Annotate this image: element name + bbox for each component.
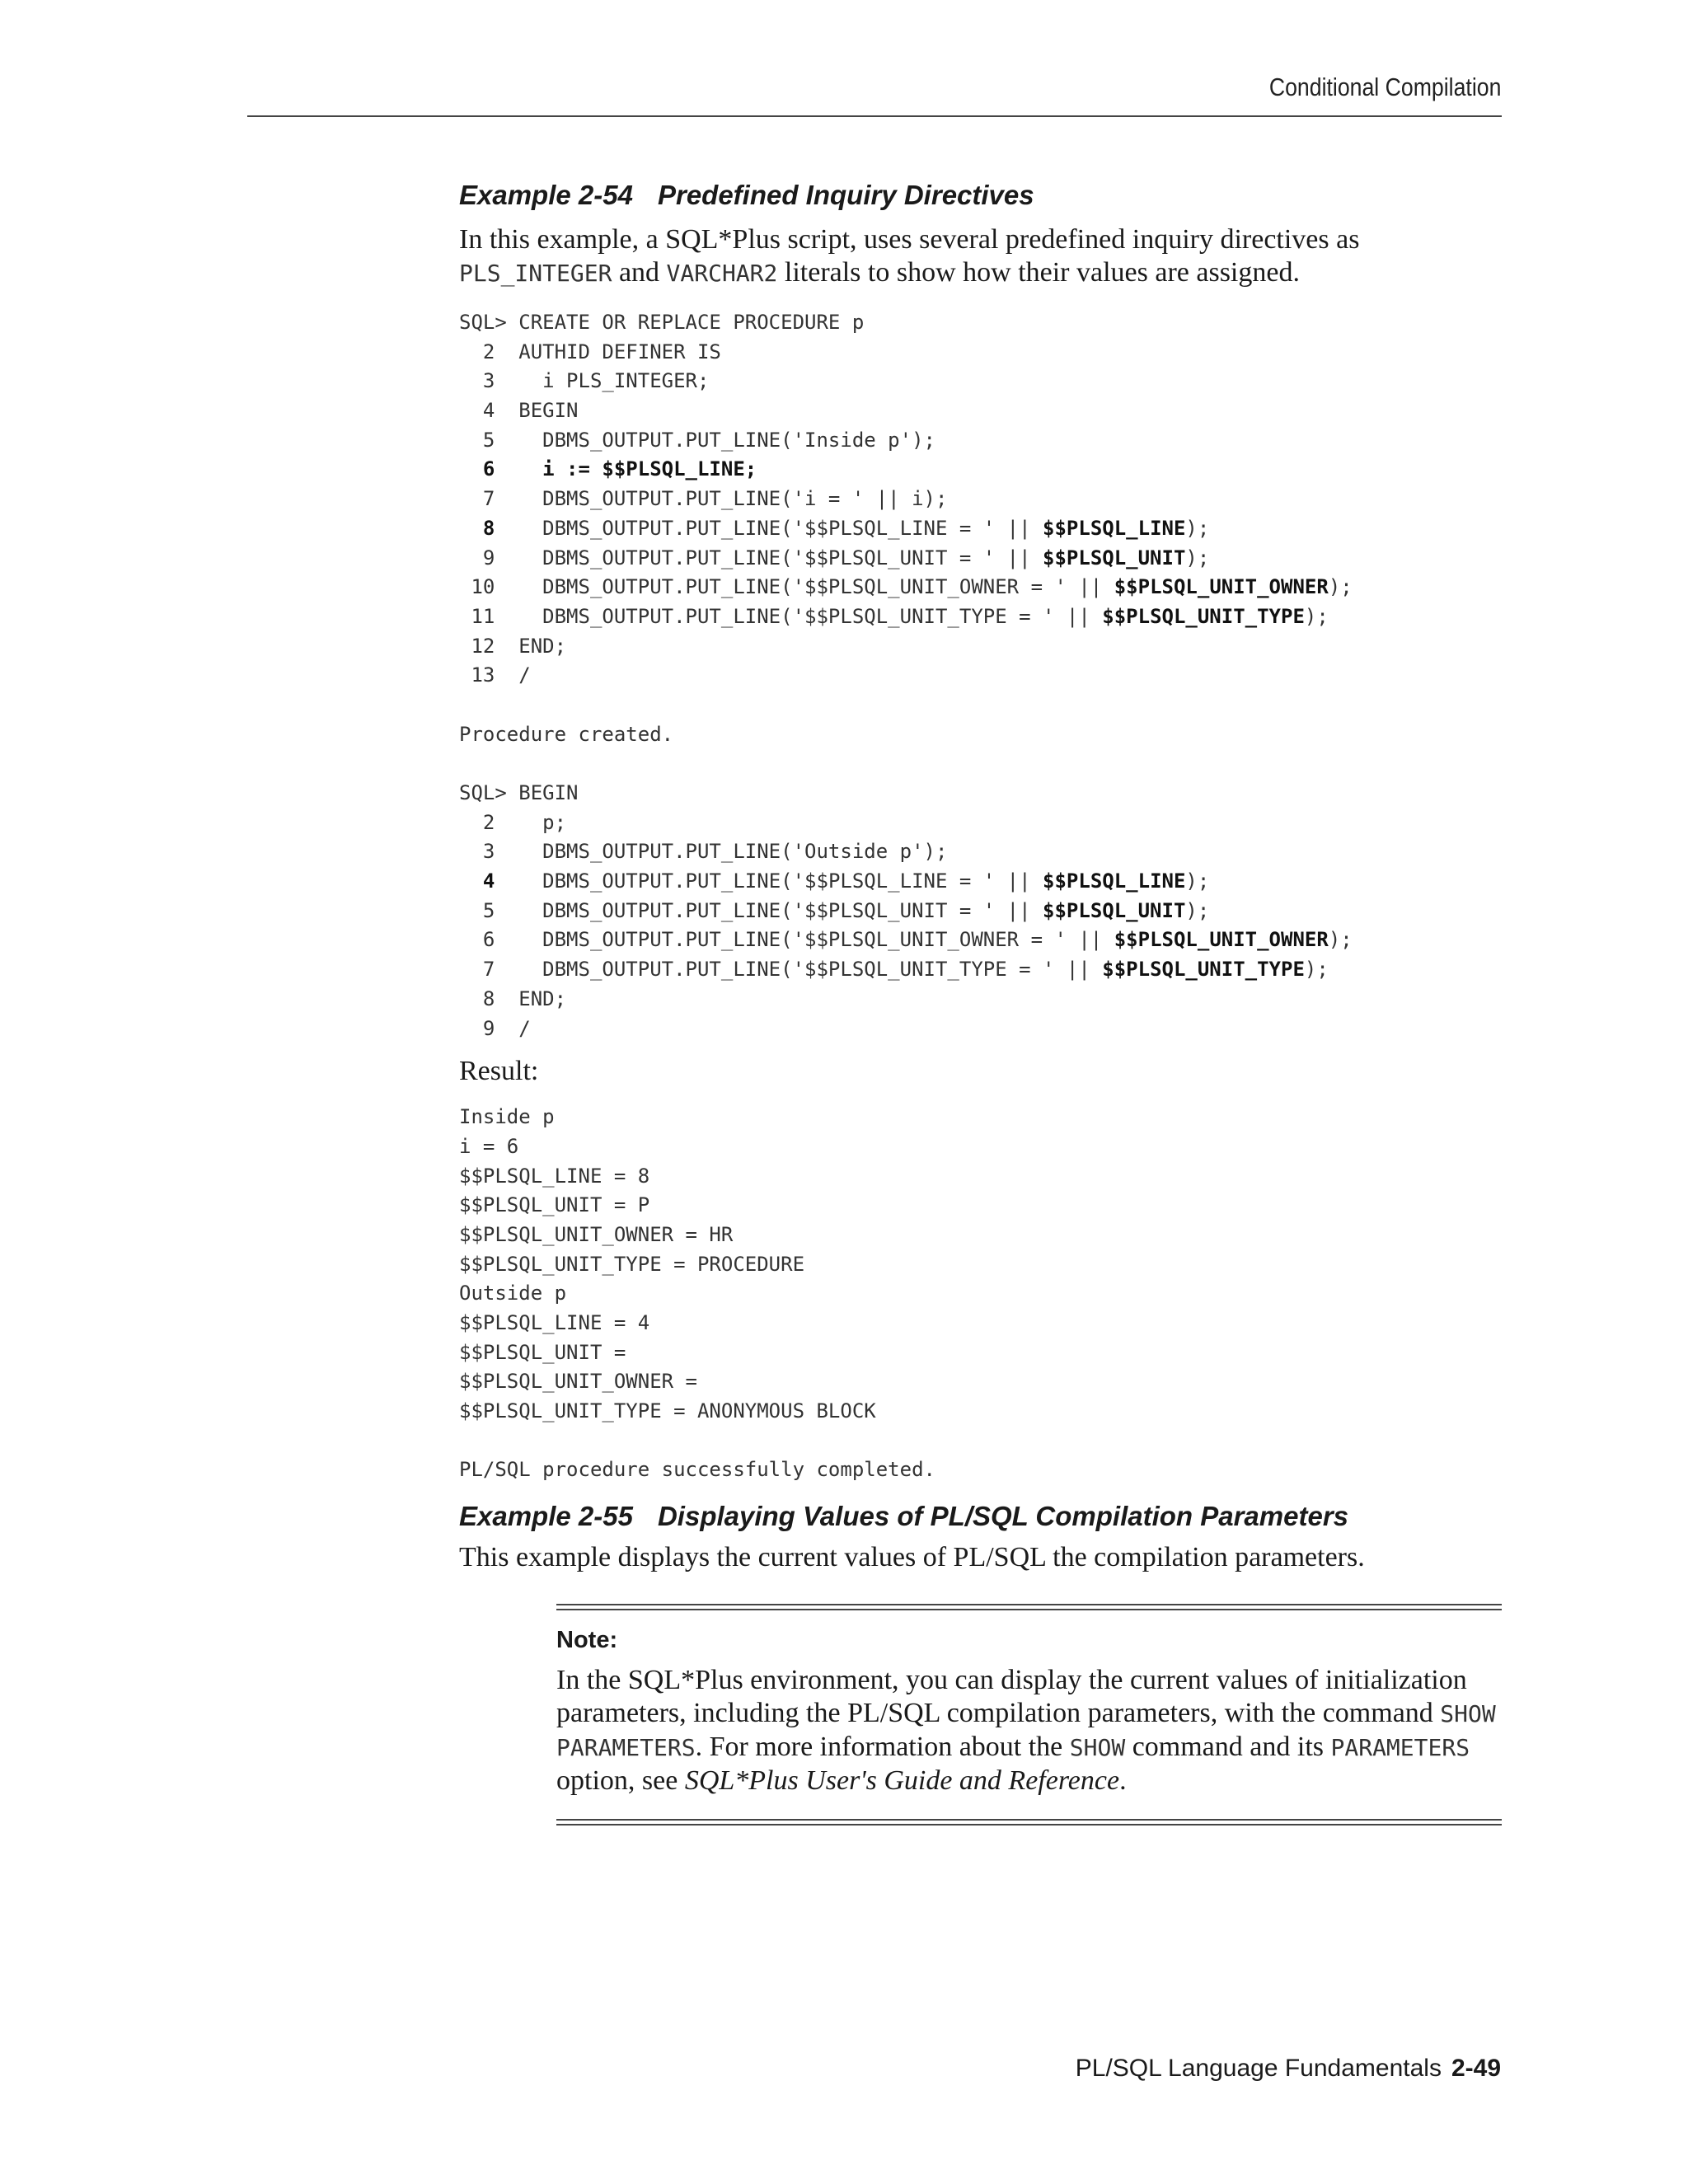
code-token: 2 AUTHID DEFINER IS (459, 340, 721, 363)
result-line: $$PLSQL_UNIT_TYPE = PROCEDURE (459, 1252, 805, 1276)
code-line (459, 1015, 1502, 1044)
code-token: 13 / (459, 663, 531, 687)
code-token: SQL> BEGIN (459, 781, 579, 804)
code-line (459, 367, 1502, 396)
code-token: $$PLSQL_UNIT_OWNER (1114, 575, 1329, 599)
code-line (459, 779, 1502, 808)
code-token: 5 DBMS_OUTPUT.PUT_LINE('$$PLSQL_UNIT = ' || (459, 898, 1043, 922)
example-caption: Displaying Values of PL/SQL Compilation Parameters (657, 1501, 1349, 1532)
note-text: . For more information about the (695, 1732, 1070, 1763)
code-token: $$PLSQL_LINE (1043, 516, 1186, 540)
note-text: option, see (556, 1765, 685, 1797)
running-header: Conditional Compilation (1268, 73, 1501, 101)
intro-text: and (612, 257, 667, 288)
code-line (459, 749, 1502, 779)
code-token: ); (1304, 958, 1329, 982)
code-line (459, 602, 1502, 632)
code-token: 5 DBMS_OUTPUT.PUT_LINE('Inside p'); (459, 428, 935, 452)
code-line (459, 985, 1502, 1015)
note-box (556, 1604, 1502, 1825)
code-token: ); (1304, 604, 1329, 628)
result-line: Inside p (459, 1105, 555, 1129)
example-2-55-intro: This example displays the current values of PL/SQL the compilation parameters. (459, 1542, 1365, 1573)
code-token: 8 (459, 516, 495, 540)
code-line (459, 661, 1502, 691)
example-label: Example 2-55 (459, 1501, 633, 1532)
example-2-55-title (459, 1498, 1502, 1535)
code-line (459, 338, 1502, 368)
code-token: 12 END; (459, 634, 567, 658)
code-token: ); (1185, 898, 1210, 922)
code-token: 7 DBMS_OUTPUT.PUT_LINE('i = ' || i); (459, 487, 948, 511)
note-text: command and its (1125, 1732, 1331, 1763)
example-label: Example 2-54 (459, 180, 633, 210)
inline-code: SHOW PARAMETERS (556, 1700, 1496, 1762)
code-line (459, 837, 1502, 867)
result-line: $$PLSQL_UNIT_TYPE = ANONYMOUS BLOCK (459, 1399, 876, 1423)
code-token: 6 DBMS_OUTPUT.PUT_LINE('$$PLSQL_UNIT_OWNER = ' || (459, 928, 1114, 952)
code-token: $$PLSQL_UNIT_TYPE (1102, 604, 1305, 628)
code-line (459, 396, 1502, 426)
code-token: 7 DBMS_OUTPUT.PUT_LINE('$$PLSQL_UNIT_TYPE = ' || (459, 958, 1103, 982)
code-token: $$PLSQL_UNIT (1043, 546, 1186, 569)
code-token: $$PLSQL_UNIT_OWNER (1114, 928, 1329, 952)
result-line: PL/SQL procedure successfully completed. (459, 1458, 935, 1482)
code-token: 2 p; (459, 810, 567, 834)
code-token: 9 DBMS_OUTPUT.PUT_LINE('$$PLSQL_UNIT = ' || (459, 546, 1043, 569)
result-line: $$PLSQL_UNIT_OWNER = (459, 1370, 697, 1394)
result-line: $$PLSQL_UNIT = P (459, 1193, 650, 1217)
code-token: DBMS_OUTPUT.PUT_LINE('$$PLSQL_LINE = ' || (495, 516, 1043, 540)
page-footer (1076, 2055, 1501, 2083)
inline-code: SHOW (1069, 1734, 1126, 1762)
code-token: 8 END; (459, 987, 567, 1010)
code-token: $$PLSQL_UNIT_TYPE (1102, 958, 1305, 982)
note-text: In the SQL*Plus environment, you can display the current values of initialization parameters, including the PL/SQL compilation parameters, with the command (556, 1665, 1467, 1729)
inline-code: PLS_INTEGER (459, 260, 612, 287)
page-content (459, 177, 1502, 1825)
code-line (459, 955, 1502, 985)
code-line (459, 426, 1502, 456)
code-token: 10 DBMS_OUTPUT.PUT_LINE('$$PLSQL_UNIT_OWNER = ' || (459, 575, 1114, 599)
code-token: $$PLSQL_UNIT (1043, 898, 1186, 922)
result-line: $$PLSQL_LINE = 8 (459, 1164, 650, 1188)
code-line (459, 485, 1502, 514)
code-token: 11 DBMS_OUTPUT.PUT_LINE('$$PLSQL_UNIT_TYPE = ' || (459, 604, 1103, 628)
example-caption: Predefined Inquiry Directives (657, 180, 1034, 210)
code-token: ); (1185, 516, 1210, 540)
code-token: ); (1185, 546, 1210, 569)
code-token: DBMS_OUTPUT.PUT_LINE('$$PLSQL_LINE = ' || (495, 869, 1043, 893)
inline-code: VARCHAR2 (666, 260, 778, 287)
result-line: $$PLSQL_UNIT_OWNER = HR (459, 1222, 734, 1246)
code-listing-procedure (459, 308, 1502, 1043)
code-token: Procedure created. (459, 722, 674, 746)
result-line: Outside p (459, 1282, 567, 1305)
result-line: i = 6 (459, 1134, 519, 1158)
code-line (459, 632, 1502, 662)
example-2-54-title (459, 177, 1502, 213)
page-number: 2-49 (1451, 2055, 1501, 2082)
code-line (459, 514, 1502, 544)
footer-book-title: PL/SQL Language Fundamentals (1075, 2055, 1442, 2082)
inline-code: PARAMETERS (1330, 1734, 1470, 1762)
code-listing-result (459, 1103, 1502, 1485)
code-line (459, 926, 1502, 955)
note-body (556, 1664, 1502, 1797)
code-token: 3 DBMS_OUTPUT.PUT_LINE('Outside p'); (459, 840, 948, 864)
code-line (459, 720, 1502, 750)
code-line (459, 455, 1502, 485)
code-token: ); (1185, 869, 1210, 893)
code-line (459, 808, 1502, 838)
code-token: ); (1328, 928, 1353, 952)
code-token: ); (1328, 575, 1353, 599)
code-token: 6 i := $$PLSQL_LINE; (459, 457, 757, 481)
code-line (459, 691, 1502, 720)
note-top-rule (556, 1604, 1502, 1610)
code-line (459, 897, 1502, 926)
note-title: Note: (556, 1627, 618, 1654)
note-bottom-rule (556, 1819, 1502, 1825)
code-token: SQL> CREATE OR REPLACE PROCEDURE p (459, 311, 865, 334)
code-token: 9 / (459, 1016, 531, 1040)
book-reference: SQL*Plus User's Guide and Reference (684, 1765, 1120, 1797)
code-line (459, 308, 1502, 338)
code-line (459, 867, 1502, 897)
intro-text: In this example, a SQL*Plus script, uses several predefined inquiry directives as (459, 224, 1360, 255)
code-token: 3 i PLS_INTEGER; (459, 369, 710, 393)
code-line (459, 573, 1502, 602)
result-line: $$PLSQL_LINE = 4 (459, 1311, 650, 1334)
result-label: Result: (459, 1056, 539, 1087)
header-rule (247, 115, 1502, 117)
result-line (459, 1427, 1502, 1456)
code-token: $$PLSQL_LINE (1043, 869, 1186, 893)
note-text: . (1119, 1765, 1127, 1797)
result-line: $$PLSQL_UNIT = (459, 1340, 626, 1364)
intro-text: literals to show how their values are assigned. (777, 257, 1300, 288)
code-token: 4 BEGIN (459, 399, 579, 423)
example-2-54-intro (459, 223, 1502, 290)
code-token: 4 (459, 869, 495, 893)
code-line (459, 544, 1502, 574)
